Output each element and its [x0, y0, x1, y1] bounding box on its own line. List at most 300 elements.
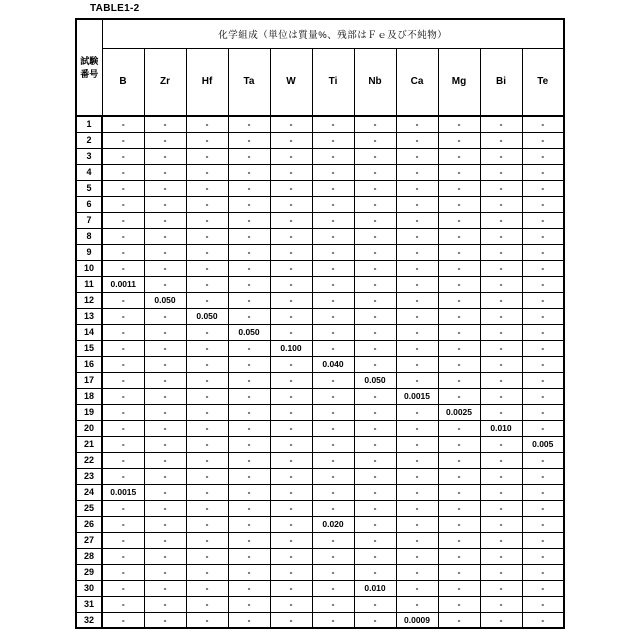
cell-23-zr: -: [144, 468, 186, 484]
row-number: 18: [76, 388, 102, 404]
cell-8-hf: -: [186, 228, 228, 244]
cell-5-w: -: [270, 180, 312, 196]
cell-4-te: -: [522, 164, 564, 180]
column-header-ta: Ta: [228, 48, 270, 116]
row-number: 15: [76, 340, 102, 356]
cell-20-hf: -: [186, 420, 228, 436]
cell-24-zr: -: [144, 484, 186, 500]
cell-6-w: -: [270, 196, 312, 212]
cell-10-b: -: [102, 260, 144, 276]
cell-11-zr: -: [144, 276, 186, 292]
cell-19-mg: 0.0025: [438, 404, 480, 420]
cell-19-ca: -: [396, 404, 438, 420]
cell-8-nb: -: [354, 228, 396, 244]
table-row: [76, 324, 564, 340]
cell-4-mg: -: [438, 164, 480, 180]
cell-21-b: -: [102, 436, 144, 452]
table-row: [76, 420, 564, 436]
cell-29-ca: -: [396, 564, 438, 580]
table-body: [76, 116, 564, 628]
cell-28-hf: -: [186, 548, 228, 564]
cell-13-hf: 0.050: [186, 308, 228, 324]
table-row: [76, 292, 564, 308]
cell-9-ti: -: [312, 244, 354, 260]
cell-32-mg: -: [438, 612, 480, 628]
cell-19-w: -: [270, 404, 312, 420]
table-row: [76, 596, 564, 612]
cell-18-zr: -: [144, 388, 186, 404]
corner-header-test-number: [76, 19, 102, 116]
cell-7-nb: -: [354, 212, 396, 228]
cell-18-mg: -: [438, 388, 480, 404]
cell-24-te: -: [522, 484, 564, 500]
cell-29-nb: -: [354, 564, 396, 580]
column-header-nb: Nb: [354, 48, 396, 116]
cell-18-bi: -: [480, 388, 522, 404]
cell-3-bi: -: [480, 148, 522, 164]
table-row: [76, 548, 564, 564]
cell-10-nb: -: [354, 260, 396, 276]
cell-26-ca: -: [396, 516, 438, 532]
cell-16-w: -: [270, 356, 312, 372]
cell-9-mg: -: [438, 244, 480, 260]
cell-20-nb: -: [354, 420, 396, 436]
cell-9-b: -: [102, 244, 144, 260]
cell-22-ca: -: [396, 452, 438, 468]
cell-22-bi: -: [480, 452, 522, 468]
cell-13-ta: -: [228, 308, 270, 324]
cell-27-te: -: [522, 532, 564, 548]
cell-13-te: -: [522, 308, 564, 324]
cell-9-w: -: [270, 244, 312, 260]
row-number: 22: [76, 452, 102, 468]
row-number: 3: [76, 148, 102, 164]
cell-30-ti: -: [312, 580, 354, 596]
cell-29-te: -: [522, 564, 564, 580]
cell-25-ca: -: [396, 500, 438, 516]
cell-10-ta: -: [228, 260, 270, 276]
row-number: 13: [76, 308, 102, 324]
table-row: [76, 436, 564, 452]
cell-12-zr: 0.050: [144, 292, 186, 308]
table-row: [76, 372, 564, 388]
row-number: 29: [76, 564, 102, 580]
cell-21-zr: -: [144, 436, 186, 452]
cell-21-mg: -: [438, 436, 480, 452]
cell-3-ti: -: [312, 148, 354, 164]
cell-6-mg: -: [438, 196, 480, 212]
cell-8-te: -: [522, 228, 564, 244]
table-title: TABLE1-2: [90, 3, 140, 14]
cell-3-w: -: [270, 148, 312, 164]
group-header-chemical-composition: 化学組成（単位は質量%、残部はＦｅ及び不純物）: [102, 19, 564, 48]
cell-3-hf: -: [186, 148, 228, 164]
cell-7-mg: -: [438, 212, 480, 228]
cell-4-b: -: [102, 164, 144, 180]
cell-6-zr: -: [144, 196, 186, 212]
cell-23-ti: -: [312, 468, 354, 484]
cell-16-b: -: [102, 356, 144, 372]
cell-15-ta: -: [228, 340, 270, 356]
cell-10-zr: -: [144, 260, 186, 276]
cell-12-b: -: [102, 292, 144, 308]
cell-32-ta: -: [228, 612, 270, 628]
cell-12-bi: -: [480, 292, 522, 308]
cell-14-ta: 0.050: [228, 324, 270, 340]
cell-10-ti: -: [312, 260, 354, 276]
cell-11-mg: -: [438, 276, 480, 292]
cell-7-te: -: [522, 212, 564, 228]
cell-10-w: -: [270, 260, 312, 276]
cell-7-w: -: [270, 212, 312, 228]
cell-25-mg: -: [438, 500, 480, 516]
table-row: [76, 356, 564, 372]
cell-27-bi: -: [480, 532, 522, 548]
cell-12-w: -: [270, 292, 312, 308]
column-header-bi: Bi: [480, 48, 522, 116]
cell-7-hf: -: [186, 212, 228, 228]
row-number: 7: [76, 212, 102, 228]
cell-5-nb: -: [354, 180, 396, 196]
cell-13-nb: -: [354, 308, 396, 324]
cell-13-w: -: [270, 308, 312, 324]
cell-6-b: -: [102, 196, 144, 212]
row-number: 4: [76, 164, 102, 180]
cell-11-hf: -: [186, 276, 228, 292]
cell-20-ca: -: [396, 420, 438, 436]
cell-32-ca: 0.0009: [396, 612, 438, 628]
cell-1-bi: -: [480, 116, 522, 132]
cell-25-te: -: [522, 500, 564, 516]
cell-5-zr: -: [144, 180, 186, 196]
cell-16-mg: -: [438, 356, 480, 372]
cell-25-ta: -: [228, 500, 270, 516]
cell-12-hf: -: [186, 292, 228, 308]
cell-27-nb: -: [354, 532, 396, 548]
cell-9-te: -: [522, 244, 564, 260]
cell-19-te: -: [522, 404, 564, 420]
cell-16-hf: -: [186, 356, 228, 372]
cell-29-hf: -: [186, 564, 228, 580]
cell-8-bi: -: [480, 228, 522, 244]
cell-13-bi: -: [480, 308, 522, 324]
cell-13-ca: -: [396, 308, 438, 324]
cell-4-w: -: [270, 164, 312, 180]
cell-14-te: -: [522, 324, 564, 340]
element-header-row: [76, 48, 564, 116]
row-number: 16: [76, 356, 102, 372]
cell-17-ca: -: [396, 372, 438, 388]
group-header-row: [76, 19, 564, 48]
cell-26-b: -: [102, 516, 144, 532]
row-number: 24: [76, 484, 102, 500]
cell-10-bi: -: [480, 260, 522, 276]
cell-21-w: -: [270, 436, 312, 452]
table-row: [76, 180, 564, 196]
table-row: [76, 484, 564, 500]
column-header-hf: Hf: [186, 48, 228, 116]
cell-22-ti: -: [312, 452, 354, 468]
cell-2-hf: -: [186, 132, 228, 148]
cell-29-ti: -: [312, 564, 354, 580]
row-number: 8: [76, 228, 102, 244]
cell-1-ta: -: [228, 116, 270, 132]
cell-7-b: -: [102, 212, 144, 228]
cell-7-ti: -: [312, 212, 354, 228]
cell-30-te: -: [522, 580, 564, 596]
cell-13-ti: -: [312, 308, 354, 324]
cell-5-hf: -: [186, 180, 228, 196]
table-row: [76, 516, 564, 532]
cell-21-te: 0.005: [522, 436, 564, 452]
cell-19-ta: -: [228, 404, 270, 420]
cell-5-ca: -: [396, 180, 438, 196]
cell-14-bi: -: [480, 324, 522, 340]
cell-20-mg: -: [438, 420, 480, 436]
table-row: [76, 148, 564, 164]
cell-17-mg: -: [438, 372, 480, 388]
cell-21-ca: -: [396, 436, 438, 452]
column-header-te: Te: [522, 48, 564, 116]
cell-30-ca: -: [396, 580, 438, 596]
cell-2-ca: -: [396, 132, 438, 148]
cell-9-ca: -: [396, 244, 438, 260]
cell-4-ta: -: [228, 164, 270, 180]
cell-16-zr: -: [144, 356, 186, 372]
cell-12-mg: -: [438, 292, 480, 308]
cell-10-te: -: [522, 260, 564, 276]
cell-21-ta: -: [228, 436, 270, 452]
cell-26-nb: -: [354, 516, 396, 532]
cell-24-bi: -: [480, 484, 522, 500]
cell-31-b: -: [102, 596, 144, 612]
cell-14-zr: -: [144, 324, 186, 340]
cell-3-nb: -: [354, 148, 396, 164]
cell-15-nb: -: [354, 340, 396, 356]
cell-18-ti: -: [312, 388, 354, 404]
cell-1-ti: -: [312, 116, 354, 132]
cell-24-ca: -: [396, 484, 438, 500]
cell-12-nb: -: [354, 292, 396, 308]
cell-19-b: -: [102, 404, 144, 420]
cell-1-b: -: [102, 116, 144, 132]
cell-6-ta: -: [228, 196, 270, 212]
cell-21-bi: -: [480, 436, 522, 452]
cell-3-ca: -: [396, 148, 438, 164]
row-number: 32: [76, 612, 102, 628]
cell-22-w: -: [270, 452, 312, 468]
cell-29-ta: -: [228, 564, 270, 580]
cell-25-hf: -: [186, 500, 228, 516]
cell-14-ca: -: [396, 324, 438, 340]
cell-3-zr: -: [144, 148, 186, 164]
cell-14-hf: -: [186, 324, 228, 340]
cell-1-ca: -: [396, 116, 438, 132]
cell-15-hf: -: [186, 340, 228, 356]
cell-13-mg: -: [438, 308, 480, 324]
row-number: 23: [76, 468, 102, 484]
cell-22-mg: -: [438, 452, 480, 468]
cell-31-bi: -: [480, 596, 522, 612]
table-row: [76, 132, 564, 148]
cell-9-bi: -: [480, 244, 522, 260]
table-row: [76, 308, 564, 324]
table-header: [76, 19, 564, 116]
cell-19-hf: -: [186, 404, 228, 420]
cell-16-ca: -: [396, 356, 438, 372]
cell-28-mg: -: [438, 548, 480, 564]
row-number: 14: [76, 324, 102, 340]
cell-16-te: -: [522, 356, 564, 372]
cell-5-ti: -: [312, 180, 354, 196]
cell-7-ta: -: [228, 212, 270, 228]
cell-11-te: -: [522, 276, 564, 292]
cell-23-nb: -: [354, 468, 396, 484]
cell-24-ta: -: [228, 484, 270, 500]
cell-11-nb: -: [354, 276, 396, 292]
table-row: [76, 612, 564, 628]
cell-28-te: -: [522, 548, 564, 564]
cell-10-ca: -: [396, 260, 438, 276]
cell-26-hf: -: [186, 516, 228, 532]
row-number: 25: [76, 500, 102, 516]
table-row: [76, 340, 564, 356]
cell-19-ti: -: [312, 404, 354, 420]
table-row: [76, 564, 564, 580]
cell-2-zr: -: [144, 132, 186, 148]
cell-9-zr: -: [144, 244, 186, 260]
cell-2-te: -: [522, 132, 564, 148]
cell-8-ca: -: [396, 228, 438, 244]
cell-16-nb: -: [354, 356, 396, 372]
cell-23-ca: -: [396, 468, 438, 484]
cell-25-zr: -: [144, 500, 186, 516]
table-row: [76, 260, 564, 276]
cell-31-te: -: [522, 596, 564, 612]
cell-2-ta: -: [228, 132, 270, 148]
column-header-mg: Mg: [438, 48, 480, 116]
cell-4-bi: -: [480, 164, 522, 180]
cell-2-bi: -: [480, 132, 522, 148]
row-number: 21: [76, 436, 102, 452]
cell-26-w: -: [270, 516, 312, 532]
row-number: 5: [76, 180, 102, 196]
cell-30-b: -: [102, 580, 144, 596]
cell-13-b: -: [102, 308, 144, 324]
cell-24-mg: -: [438, 484, 480, 500]
cell-6-ti: -: [312, 196, 354, 212]
cell-19-zr: -: [144, 404, 186, 420]
table-row: [76, 196, 564, 212]
cell-27-ta: -: [228, 532, 270, 548]
row-number: 27: [76, 532, 102, 548]
cell-26-bi: -: [480, 516, 522, 532]
cell-15-ti: -: [312, 340, 354, 356]
cell-16-ta: -: [228, 356, 270, 372]
cell-28-b: -: [102, 548, 144, 564]
cell-15-ca: -: [396, 340, 438, 356]
cell-24-b: 0.0015: [102, 484, 144, 500]
cell-15-te: -: [522, 340, 564, 356]
table-row: [76, 580, 564, 596]
cell-15-mg: -: [438, 340, 480, 356]
cell-3-b: -: [102, 148, 144, 164]
cell-28-ta: -: [228, 548, 270, 564]
column-header-zr: Zr: [144, 48, 186, 116]
cell-18-ca: 0.0015: [396, 388, 438, 404]
cell-26-ta: -: [228, 516, 270, 532]
cell-31-ta: -: [228, 596, 270, 612]
table-row: [76, 244, 564, 260]
cell-22-ta: -: [228, 452, 270, 468]
cell-27-b: -: [102, 532, 144, 548]
cell-30-mg: -: [438, 580, 480, 596]
cell-19-nb: -: [354, 404, 396, 420]
cell-32-b: -: [102, 612, 144, 628]
cell-28-ti: -: [312, 548, 354, 564]
cell-32-hf: -: [186, 612, 228, 628]
row-number: 20: [76, 420, 102, 436]
cell-12-ta: -: [228, 292, 270, 308]
cell-6-nb: -: [354, 196, 396, 212]
row-number: 11: [76, 276, 102, 292]
cell-25-ti: -: [312, 500, 354, 516]
cell-32-te: -: [522, 612, 564, 628]
table-row: [76, 388, 564, 404]
row-number: 10: [76, 260, 102, 276]
cell-8-zr: -: [144, 228, 186, 244]
cell-23-hf: -: [186, 468, 228, 484]
cell-11-b: 0.0011: [102, 276, 144, 292]
cell-13-zr: -: [144, 308, 186, 324]
cell-27-ti: -: [312, 532, 354, 548]
cell-1-te: -: [522, 116, 564, 132]
cell-31-nb: -: [354, 596, 396, 612]
cell-16-bi: -: [480, 356, 522, 372]
cell-25-w: -: [270, 500, 312, 516]
column-header-ti: Ti: [312, 48, 354, 116]
cell-6-hf: -: [186, 196, 228, 212]
cell-25-bi: -: [480, 500, 522, 516]
cell-24-hf: -: [186, 484, 228, 500]
table-row: [76, 164, 564, 180]
cell-4-ca: -: [396, 164, 438, 180]
cell-22-te: -: [522, 452, 564, 468]
cell-4-ti: -: [312, 164, 354, 180]
cell-2-ti: -: [312, 132, 354, 148]
cell-17-ti: -: [312, 372, 354, 388]
cell-8-ta: -: [228, 228, 270, 244]
cell-18-hf: -: [186, 388, 228, 404]
column-header-b: B: [102, 48, 144, 116]
cell-20-bi: 0.010: [480, 420, 522, 436]
cell-5-mg: -: [438, 180, 480, 196]
cell-11-w: -: [270, 276, 312, 292]
cell-23-te: -: [522, 468, 564, 484]
cell-8-ti: -: [312, 228, 354, 244]
cell-23-ta: -: [228, 468, 270, 484]
cell-29-mg: -: [438, 564, 480, 580]
cell-8-mg: -: [438, 228, 480, 244]
cell-20-b: -: [102, 420, 144, 436]
cell-29-zr: -: [144, 564, 186, 580]
cell-32-bi: -: [480, 612, 522, 628]
cell-17-hf: -: [186, 372, 228, 388]
cell-12-ti: -: [312, 292, 354, 308]
cell-20-ta: -: [228, 420, 270, 436]
cell-3-ta: -: [228, 148, 270, 164]
cell-4-hf: -: [186, 164, 228, 180]
